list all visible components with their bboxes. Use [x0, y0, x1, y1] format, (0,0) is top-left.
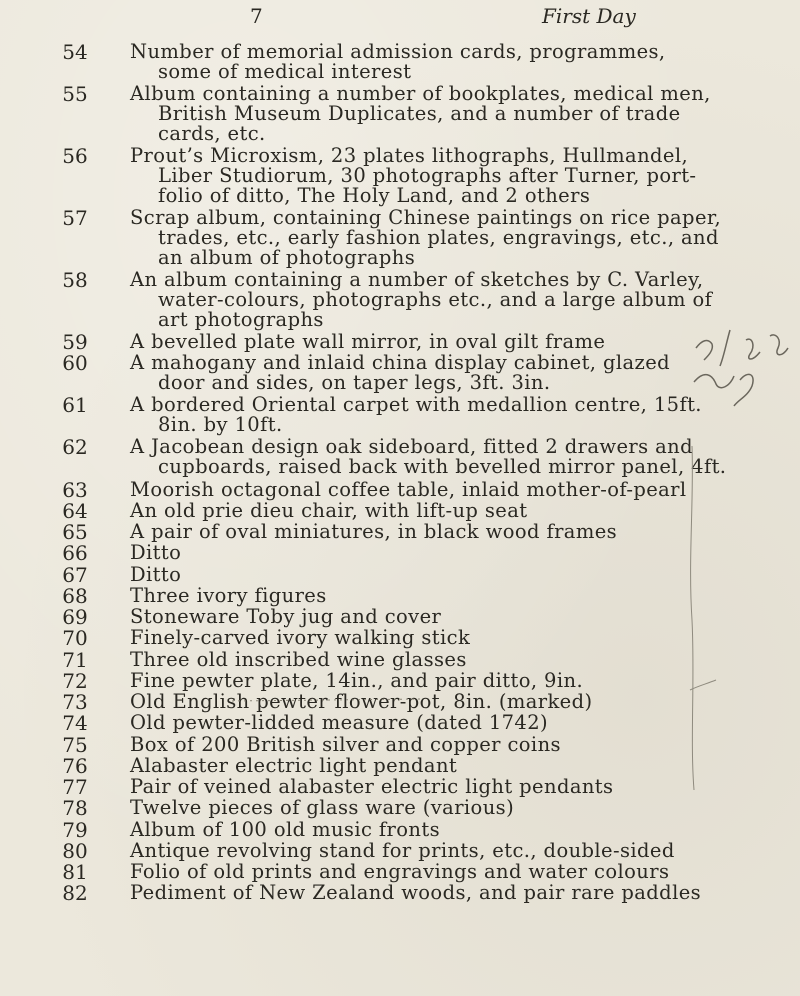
- description-line: British Museum Duplicates, and a number of trade: [158, 102, 681, 125]
- pencil-bracket-mark: [686, 440, 726, 800]
- lot-description: [130, 628, 730, 648]
- lot-number: 81: [62, 860, 88, 884]
- description-line: Liber Studiorum, 30 photographs after Turner, port-: [158, 164, 697, 187]
- description-line: A bordered Oriental carpet with medallion centre, 15ft.: [130, 393, 702, 416]
- description-line: Old pewter-lidded measure (dated 1742): [130, 711, 549, 734]
- lot-number: 69: [62, 605, 88, 629]
- lot-description: [130, 543, 730, 563]
- lot-description: [130, 332, 730, 352]
- description-line: Antique revolving stand for prints, etc., double-sided: [130, 839, 675, 862]
- lot-number: 71: [62, 648, 88, 672]
- lot-description: [130, 650, 730, 670]
- lot-number: 78: [62, 796, 88, 820]
- lot-description: [130, 607, 730, 627]
- lot-description: [130, 395, 730, 435]
- lot-number: 55: [62, 82, 88, 106]
- lot-number: 67: [62, 563, 88, 587]
- description-line: Ditto: [130, 541, 182, 564]
- lot-number: 76: [62, 754, 88, 778]
- lot-description: [130, 586, 730, 606]
- lot-description: [130, 270, 730, 330]
- description-line: Three old inscribed wine glasses: [130, 648, 467, 671]
- description-line: Moorish octagonal coffee table, inlaid mother-of-pearl: [130, 478, 687, 501]
- description-line: Number of memorial admission cards, programmes,: [130, 40, 666, 63]
- lot-description: [130, 713, 730, 733]
- description-line: door and sides, on taper legs, 3ft. 3in.: [158, 371, 551, 394]
- description-line: Stoneware Toby jug and cover: [130, 605, 442, 628]
- description-line: Old English pewter flower-pot, 8in. (marked): [130, 690, 593, 713]
- lot-description: [130, 735, 730, 755]
- handwritten-margin-note: [690, 300, 800, 420]
- lot-description: [130, 798, 730, 818]
- lot-number: 70: [62, 626, 88, 650]
- lot-description: [130, 437, 730, 477]
- description-line: cupboards, raised back with bevelled mirror panel, 4ft.: [158, 455, 727, 478]
- description-line: 8in. by 10ft.: [158, 413, 283, 436]
- lot-description: [130, 42, 730, 82]
- description-line: art photographs: [158, 308, 324, 331]
- lot-number: 74: [62, 711, 88, 735]
- lot-number: 77: [62, 775, 88, 799]
- lot-number: 58: [62, 268, 88, 292]
- lot-number: 54: [62, 40, 88, 64]
- lot-number: 60: [62, 351, 88, 375]
- description-line: An old prie dieu chair, with lift-up seat: [130, 499, 528, 522]
- lot-number: 61: [62, 393, 88, 417]
- lot-description: [130, 777, 730, 797]
- description-line: trades, etc., early fashion plates, engravings, etc., and: [158, 226, 719, 249]
- description-line: Three ivory figures: [130, 584, 327, 607]
- page-number: 7: [250, 4, 264, 28]
- lot-number: 56: [62, 144, 88, 168]
- lot-number: 64: [62, 499, 88, 523]
- description-line: Box of 200 British silver and copper coins: [130, 733, 561, 756]
- pencil-dash-mark: [232, 693, 432, 707]
- lot-description: [130, 841, 730, 861]
- running-head: First Day: [542, 4, 636, 28]
- description-line: Album of 100 old music fronts: [130, 818, 440, 841]
- lot-description: [130, 565, 730, 585]
- description-line: Album containing a number of bookplates, medical men,: [130, 82, 711, 105]
- lot-description: [130, 671, 730, 691]
- description-line: An album containing a number of sketches by C. Varley,: [130, 268, 704, 291]
- lot-number: 80: [62, 839, 88, 863]
- page-header: [0, 4, 800, 32]
- description-line: Prout’s Microxism, 23 plates lithographs, Hullmandel,: [130, 144, 689, 167]
- lot-description: [130, 862, 730, 882]
- description-line: an album of photographs: [158, 246, 416, 269]
- lot-description: [130, 480, 730, 500]
- description-line: Fine pewter plate, 14in., and pair ditto, 9in.: [130, 669, 584, 692]
- description-line: some of medical interest: [158, 60, 412, 83]
- description-line: A Jacobean design oak sideboard, fitted 2 drawers and: [130, 435, 694, 458]
- lot-description: [130, 883, 730, 903]
- description-line: Finely-carved ivory walking stick: [130, 626, 471, 649]
- lot-number: 62: [62, 435, 88, 459]
- lot-number: 57: [62, 206, 88, 230]
- lot-number: 82: [62, 881, 88, 905]
- lot-description: [130, 146, 730, 206]
- description-line: A pair of oval miniatures, in black wood frames: [130, 520, 618, 543]
- description-line: A mahogany and inlaid china display cabinet, glazed: [130, 351, 671, 374]
- description-line: Twelve pieces of glass ware (various): [130, 796, 515, 819]
- description-line: Ditto: [130, 563, 182, 586]
- lot-description: [130, 208, 730, 268]
- description-line: Scrap album, containing Chinese paintings on rice paper,: [130, 206, 722, 229]
- lot-number: 79: [62, 818, 88, 842]
- lot-number: 65: [62, 520, 88, 544]
- lot-description: [130, 353, 730, 393]
- description-line: folio of ditto, The Holy Land, and 2 others: [158, 184, 591, 207]
- description-line: water-colours, photographs etc., and a large album of: [158, 288, 713, 311]
- lot-number: 66: [62, 541, 88, 565]
- lot-number: 59: [62, 330, 88, 354]
- lot-number: 63: [62, 478, 88, 502]
- lot-description: [130, 820, 730, 840]
- lot-description: [130, 756, 730, 776]
- lot-number: 73: [62, 690, 88, 714]
- description-line: Pediment of New Zealand woods, and pair rare paddles: [130, 881, 702, 904]
- lot-description: [130, 522, 730, 542]
- description-line: Alabaster electric light pendant: [130, 754, 458, 777]
- description-line: Pair of veined alabaster electric light pendants: [130, 775, 614, 798]
- lot-number: 68: [62, 584, 88, 608]
- description-line: A bevelled plate wall mirror, in oval gilt frame: [130, 330, 606, 353]
- lot-description: [130, 501, 730, 521]
- lot-number: 75: [62, 733, 88, 757]
- description-line: cards, etc.: [158, 122, 266, 145]
- lot-description: [130, 84, 730, 144]
- description-line: Folio of old prints and engravings and water colours: [130, 860, 670, 883]
- lot-number: 72: [62, 669, 88, 693]
